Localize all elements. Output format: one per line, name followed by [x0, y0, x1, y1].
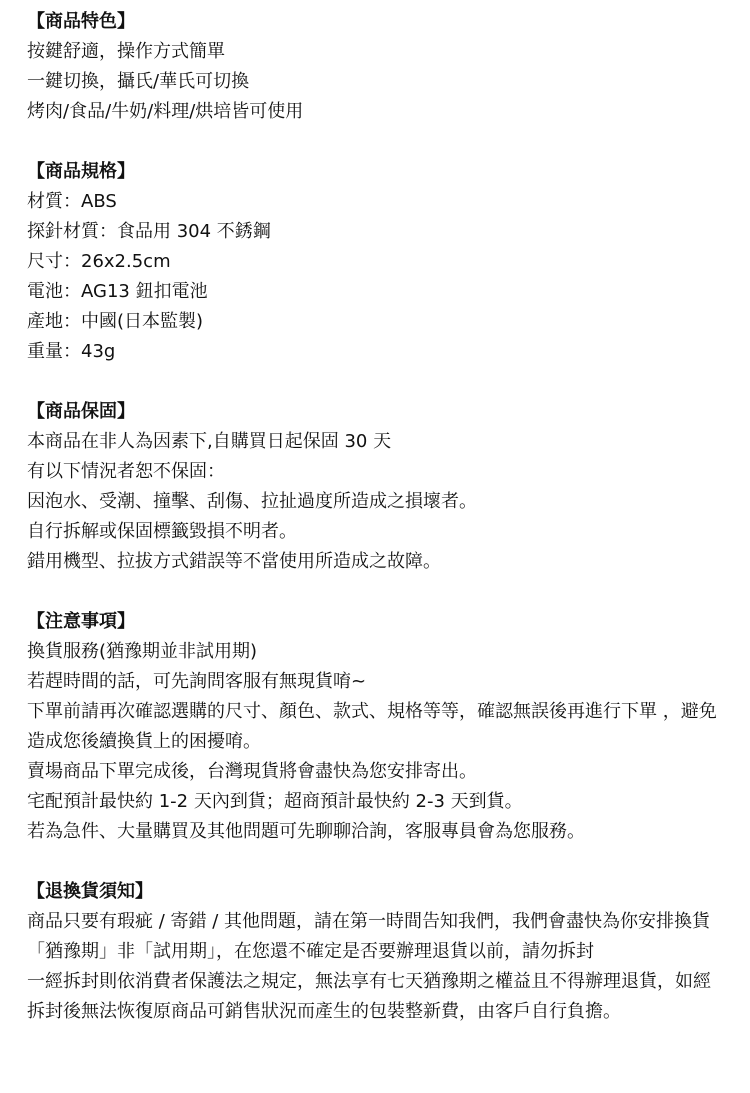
notes-line-6: 若為急件、大量購買及其他問題可先聊聊洽詢，客服專員會為您服務。 [27, 821, 585, 842]
notes-line-3: 下單前請再次確認選購的尺寸、顏色、款式、規格等等，確認無誤後再進行下單 ，避免造成您後續換貨上的困擾唷。 [27, 701, 717, 752]
spec-weight: 重量：43g [27, 341, 116, 362]
notes-line-2: 若趕時間的話，可先詢問客服有無現貨唷~ [27, 671, 367, 692]
warranty-line-2: 有以下情況者恕不保固： [27, 461, 225, 482]
features-line-3: 烤肉/食品/牛奶/料理/烘培皆可使用 [27, 101, 304, 122]
warranty-line-1: 本商品在非人為因素下,自購買日起保固 30 天 [27, 431, 392, 452]
section-returns [27, 877, 727, 1027]
product-info-document [27, 7, 727, 1057]
notes-line-5: 宅配預計最快約 1-2 天內到貨；超商預計最快約 2-3 天到貨。 [27, 791, 523, 812]
returns-line-2: 「猶豫期」非「試用期」，在您還不確定是否要辦理退貨以前，請勿拆封 [27, 941, 594, 962]
section-title-features: 【商品特色】 [27, 11, 135, 32]
section-title-warranty: 【商品保固】 [27, 401, 135, 422]
notes-line-4: 賣場商品下單完成後，台灣現貨將會盡快為您安排寄出。 [27, 761, 477, 782]
warranty-line-3: 因泡水、受潮、撞擊、刮傷、拉扯過度所造成之損壞者。 [27, 491, 477, 512]
section-warranty [27, 397, 727, 577]
spec-size: 尺寸：26x2.5cm [27, 251, 171, 272]
warranty-line-5: 錯用機型、拉拔方式錯誤等不當使用所造成之故障。 [27, 551, 441, 572]
section-notes [27, 607, 727, 847]
section-title-specs: 【商品規格】 [27, 161, 135, 182]
notes-line-1: 換貨服務(猶豫期並非試用期) [27, 641, 258, 662]
warranty-line-4: 自行拆解或保固標籤毀損不明者。 [27, 521, 297, 542]
features-line-1: 按鍵舒適，操作方式簡單 [27, 41, 225, 62]
section-specs [27, 157, 727, 367]
spec-probe-material: 探針材質：食品用 304 不銹鋼 [27, 221, 271, 242]
spec-battery: 電池：AG13 鈕扣電池 [27, 281, 208, 302]
section-features [27, 7, 727, 127]
returns-line-1: 商品只要有瑕疵 / 寄錯 / 其他問題，請在第一時間告知我們，我們會盡快為你安排換貨 [27, 911, 711, 932]
spec-material: 材質：ABS [27, 191, 117, 212]
section-title-notes: 【注意事項】 [27, 611, 135, 632]
spec-origin: 產地：中國(日本監製) [27, 311, 204, 332]
section-title-returns: 【退換貨須知】 [27, 881, 153, 902]
features-line-2: 一鍵切換，攝氏/華氏可切換 [27, 71, 250, 92]
returns-line-3: 一經拆封則依消費者保護法之規定，無法享有七天猶豫期之權益且不得辦理退貨，如經拆封後無法恢復原商品可銷售狀況而產生的包裝整新費，由客戶自行負擔。 [27, 971, 711, 1022]
